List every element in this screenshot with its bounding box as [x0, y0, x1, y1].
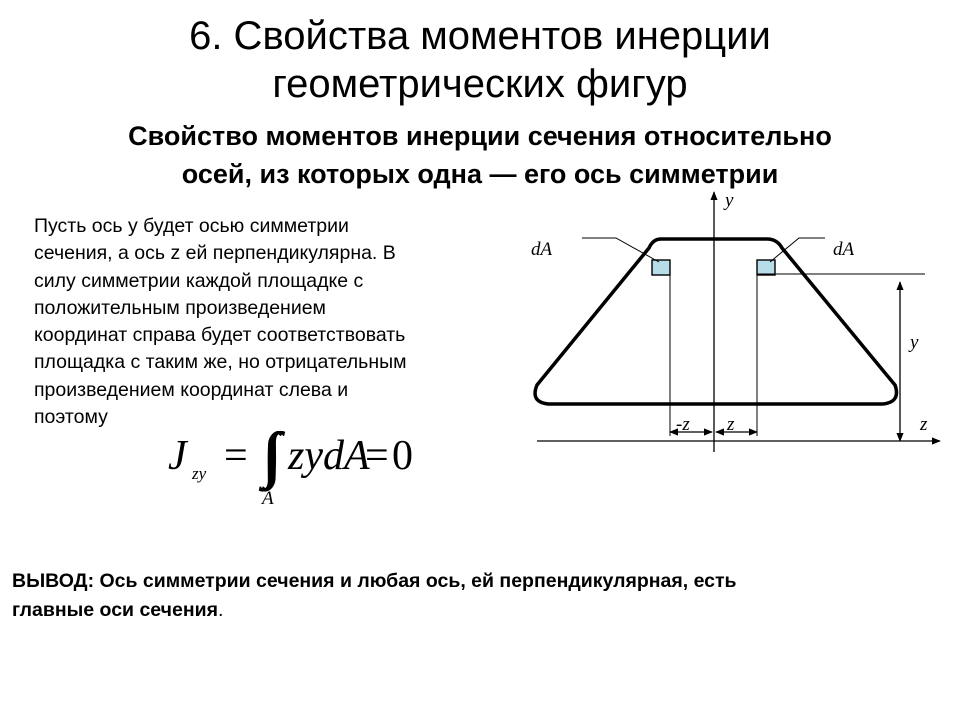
formula-integral-limit: A	[262, 488, 274, 509]
conclusion-period: .	[217, 599, 224, 621]
label-minus-z: -z	[676, 414, 690, 435]
body-line: координат справа будет соответствовать	[34, 324, 406, 347]
title-line-2: геометрических фигур	[272, 62, 688, 106]
conclusion-text-2: главные оси сечения	[12, 599, 218, 621]
label-y-axis: y	[725, 190, 734, 211]
explanation-text	[34, 213, 504, 431]
section-diagram	[515, 190, 955, 460]
body-line: произведением координат слева и	[34, 378, 349, 401]
body-line: Пусть ось y будет осью симметрии	[34, 215, 349, 237]
conclusion-block	[12, 567, 942, 625]
trapezoid-section	[535, 239, 896, 404]
label-z-axis: z	[920, 414, 928, 435]
subtitle-line-1: Свойство моментов инерции сечения относительно	[128, 121, 832, 151]
conclusion-line-1	[12, 567, 942, 596]
title-line-1: 6. Свойства моментов инерции	[189, 14, 771, 58]
body-line: поэтому	[34, 406, 108, 429]
body-line: сечения, а ось z ей перпендикулярна. В	[34, 242, 396, 265]
label-dA-left: dA	[531, 239, 553, 260]
formula-integrand: zydA	[288, 433, 370, 479]
body-line: силу симметрии каждой площадке с	[34, 269, 364, 292]
slide-subtitle	[20, 117, 940, 193]
conclusion-text: Ось симметрии сечения и любая ось, ей перпендикулярная, есть	[94, 570, 737, 592]
element-dA-right	[757, 260, 775, 275]
label-y-dimension: y	[910, 332, 919, 353]
subtitle-line-2: осей, из которых одна — его ось симметрии	[181, 159, 779, 189]
formula-J: J	[168, 433, 187, 479]
conclusion-label: ВЫВОД:	[12, 570, 95, 592]
formula-equals: =	[224, 433, 248, 479]
formula-subscript: zy	[192, 464, 207, 483]
formula-equals-2: =	[365, 433, 389, 479]
slide-title	[0, 12, 960, 108]
label-dA-right: dA	[833, 239, 855, 260]
body-line: площадка с таким же, но отрицательным	[34, 351, 407, 374]
label-z-dimension: z	[727, 414, 735, 435]
element-dA-left	[652, 260, 670, 275]
body-line: положительным произведением	[34, 296, 326, 319]
formula-double-integral: ∫∫	[262, 421, 268, 489]
conclusion-line-2	[12, 596, 942, 625]
formula-result: 0	[392, 433, 413, 479]
product-of-inertia-formula	[160, 420, 440, 520]
